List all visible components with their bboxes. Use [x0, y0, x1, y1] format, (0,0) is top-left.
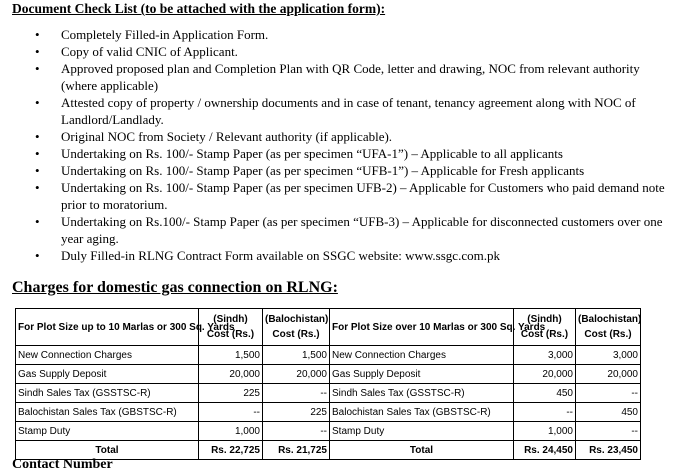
checklist-item-text-continued: year aging.	[61, 231, 119, 246]
checklist-item	[0, 213, 700, 247]
sindh-cost-cell: --	[514, 403, 576, 422]
sindh-cost-cell: 1,500	[199, 346, 263, 365]
total-sindh-cell: Rs. 22,725	[199, 441, 263, 460]
table-header-row	[16, 309, 641, 346]
balochistan-cost-cell: 225	[263, 403, 330, 422]
charge-label: Stamp Duty	[16, 422, 199, 441]
checklist-item-text: Duly Filled-in RLNG Contract Form available on SSGC website: www.ssgc.com.pk	[61, 248, 500, 263]
balochistan-cost-cell: 1,500	[263, 346, 330, 365]
checklist-item	[0, 128, 700, 145]
left-balochistan-cost-header: (Balochistan) Cost (Rs.)	[263, 309, 330, 346]
total-balochistan-cell: Rs. 21,725	[263, 441, 330, 460]
sindh-cost-cell: 225	[199, 384, 263, 403]
bullet-icon: •	[35, 129, 40, 144]
balochistan-cost-cell: 20,000	[263, 365, 330, 384]
bullet-icon: •	[35, 146, 40, 161]
checklist-item-text: Copy of valid CNIC of Applicant.	[61, 44, 238, 59]
checklist-item-text: Undertaking on Rs. 100/- Stamp Paper (as per specimen “UFB-1”) – Applicable for Fresh applicants	[61, 163, 585, 178]
charges-title: Charges for domestic gas connection on RLNG:	[12, 279, 338, 296]
balochistan-cost-cell: --	[576, 422, 641, 441]
checklist-item-text: Completely Filled-in Application Form.	[61, 27, 269, 42]
left-plot-size-header: For Plot Size up to 10 Marlas or 300 Sq. Yards	[16, 309, 199, 346]
charge-label: Gas Supply Deposit	[16, 365, 199, 384]
document-checklist	[0, 26, 700, 264]
charge-label: Balochistan Sales Tax (GBSTSC-R)	[16, 403, 199, 422]
balochistan-cost-cell: --	[576, 384, 641, 403]
sindh-cost-cell: 1,000	[199, 422, 263, 441]
bullet-icon: •	[35, 27, 40, 42]
contact-number-heading: Contact Number	[12, 457, 113, 472]
checklist-item-text-continued: Landlord/Landlady.	[61, 112, 164, 127]
charge-label: Balochistan Sales Tax (GBSTSC-R)	[330, 403, 514, 422]
sindh-cost-cell: 450	[514, 384, 576, 403]
charges-table	[15, 308, 641, 460]
charge-label: New Connection Charges	[16, 346, 199, 365]
sindh-cost-cell: 20,000	[199, 365, 263, 384]
bullet-icon: •	[35, 61, 40, 76]
total-label: Total	[16, 441, 199, 460]
bullet-icon: •	[35, 95, 40, 110]
right-balochistan-cost-header: (Balochistan) Cost (Rs.)	[576, 309, 641, 346]
checklist-item-text: Undertaking on Rs. 100/- Stamp Paper (as per specimen “UFA-1”) – Applicable to all applicants	[61, 146, 563, 161]
sindh-cost-cell: 1,000	[514, 422, 576, 441]
charge-label: Sindh Sales Tax (GSSTSC-R)	[330, 384, 514, 403]
checklist-item-text: Undertaking on Rs. 100/- Stamp Paper (as per specimen UFB-2) – Applicable for Customers who paid demand note	[61, 180, 665, 195]
balochistan-cost-cell: --	[263, 384, 330, 403]
balochistan-cost-cell: --	[263, 422, 330, 441]
balochistan-cost-cell: 3,000	[576, 346, 641, 365]
table-row	[16, 365, 641, 384]
right-plot-size-header: For Plot Size over 10 Marlas or 300 Sq. Yards	[330, 309, 514, 346]
table-row	[16, 403, 641, 422]
checklist-item-text-continued: (where applicable)	[61, 78, 159, 93]
checklist-item-text: Approved proposed plan and Completion Plan with QR Code, letter and drawing, NOC from relevant authority	[61, 61, 640, 76]
checklist-item	[0, 247, 700, 264]
balochistan-cost-cell: 20,000	[576, 365, 641, 384]
balochistan-cost-cell: 450	[576, 403, 641, 422]
checklist-item	[0, 162, 700, 179]
checklist-item	[0, 145, 700, 162]
checklist-item	[0, 43, 700, 60]
charge-label: New Connection Charges	[330, 346, 514, 365]
total-balochistan-cell: Rs. 23,450	[576, 441, 641, 460]
bullet-icon: •	[35, 44, 40, 59]
right-sindh-cost-header: (Sindh) Cost (Rs.)	[514, 309, 576, 346]
charge-label: Stamp Duty	[330, 422, 514, 441]
checklist-item-text: Undertaking on Rs.100/- Stamp Paper (as per specimen “UFB-3) – Applicable for disconnected customers over one	[61, 214, 663, 229]
charge-label: Sindh Sales Tax (GSSTSC-R)	[16, 384, 199, 403]
total-sindh-cell: Rs. 24,450	[514, 441, 576, 460]
sindh-cost-cell: --	[199, 403, 263, 422]
checklist-item-text: Attested copy of property / ownership documents and in case of tenant, tenancy agreement along with NOC of	[61, 95, 636, 110]
checklist-item	[0, 179, 700, 213]
sindh-cost-cell: 20,000	[514, 365, 576, 384]
checklist-item	[0, 26, 700, 43]
charge-label: Gas Supply Deposit	[330, 365, 514, 384]
checklist-item-text: Original NOC from Society / Relevant authority (if applicable).	[61, 129, 393, 144]
bullet-icon: •	[35, 248, 40, 263]
bullet-icon: •	[35, 214, 40, 229]
bullet-icon: •	[35, 180, 40, 195]
document-checklist-heading: Document Check List (to be attached with the application form):	[12, 1, 386, 16]
left-sindh-cost-header: (Sindh) Cost (Rs.)	[199, 309, 263, 346]
table-row	[16, 422, 641, 441]
total-label: Total	[330, 441, 514, 460]
table-row	[16, 384, 641, 403]
checklist-item	[0, 60, 700, 94]
checklist-item	[0, 94, 700, 128]
bullet-icon: •	[35, 163, 40, 178]
checklist-item-text-continued: prior to moratorium.	[61, 197, 168, 212]
table-row	[16, 346, 641, 365]
sindh-cost-cell: 3,000	[514, 346, 576, 365]
